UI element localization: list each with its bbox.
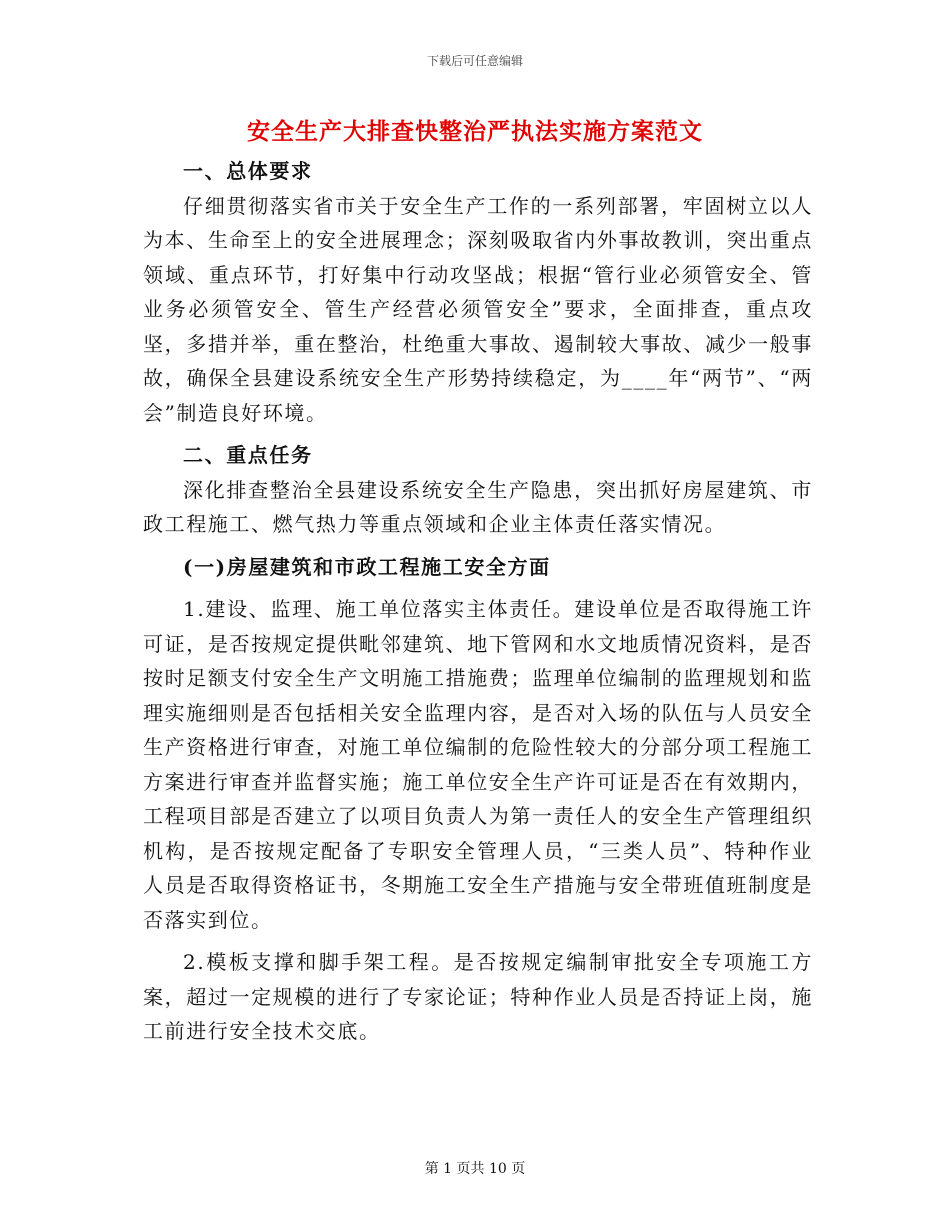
section-heading-key-tasks: 二、重点任务 <box>183 443 313 467</box>
list-item-responsibility: 1.建设、监理、施工单位落实主体责任。建设单位是否取得施工许可证，是否按规定提供毗邻建筑、地下管网和水文地质情况资料，是否按时足额支付安全生产文明施工措施费；监理单位编制的监理规划和监理实施细则是否包括相关安全监理内容，是否对入场的队伍与人员安全生产资格进行审查，对施工单位编制的危险性较大的分部分项工程施工方案进行审查并监督实施；施工单位安全生产许可证是否在有效期内，工程项目部是否建立了以项目负责人为第一责任人的安全生产管理组织机构，是否按规定配备了专职安全管理人员，“三类人员”、特种作业人员是否取得资格证书，冬期施工安全生产措施与安全带班值班制度是否落实到位。 <box>143 597 813 932</box>
document-title: 安全生产大排查快整治严执法实施方案范文 <box>247 118 703 145</box>
document-body <box>143 154 813 1049</box>
paragraph-key-tasks: 深化排查整治全县建设系统安全生产隐患，突出抓好房屋建筑、市政工程施工、燃气热力等重点领域和企业主体责任落实情况。 <box>143 477 813 536</box>
list-item-formwork-scaffolding: 2.模板支撑和脚手架工程。是否按规定编制审批安全专项施工方案，超过一定规模的进行了专家论证；特种作业人员是否持证上岗，施工前进行安全技术交底。 <box>143 950 813 1043</box>
section-heading-overall-requirements: 一、总体要求 <box>183 159 313 183</box>
page-header-note: 下载后可任意编辑 <box>426 54 523 68</box>
paragraph-overall-requirements: 仔细贯彻落实省市关于安全生产工作的一系列部署，牢固树立以人为本、生命至上的安全进展理念；深刻吸取省内外事故教训，突出重点领域、重点环节，打好集中行动攻坚战；根据“管行业必须管安全、管业务必须管安全、管生产经营必须管安全”要求，全面排查，重点攻坚，多措并举，重在整治，杜绝重大事故、遏制较大事故、减少一般事故，确保全县建设系统安全生产形势持续稳定，为____年“两节”、“两会”制造良好环境。 <box>143 193 813 425</box>
page-footer-number: 第 1 页共 10 页 <box>424 1161 526 1177</box>
subsection-heading-construction-safety: (一)房屋建筑和市政工程施工安全方面 <box>183 554 551 579</box>
